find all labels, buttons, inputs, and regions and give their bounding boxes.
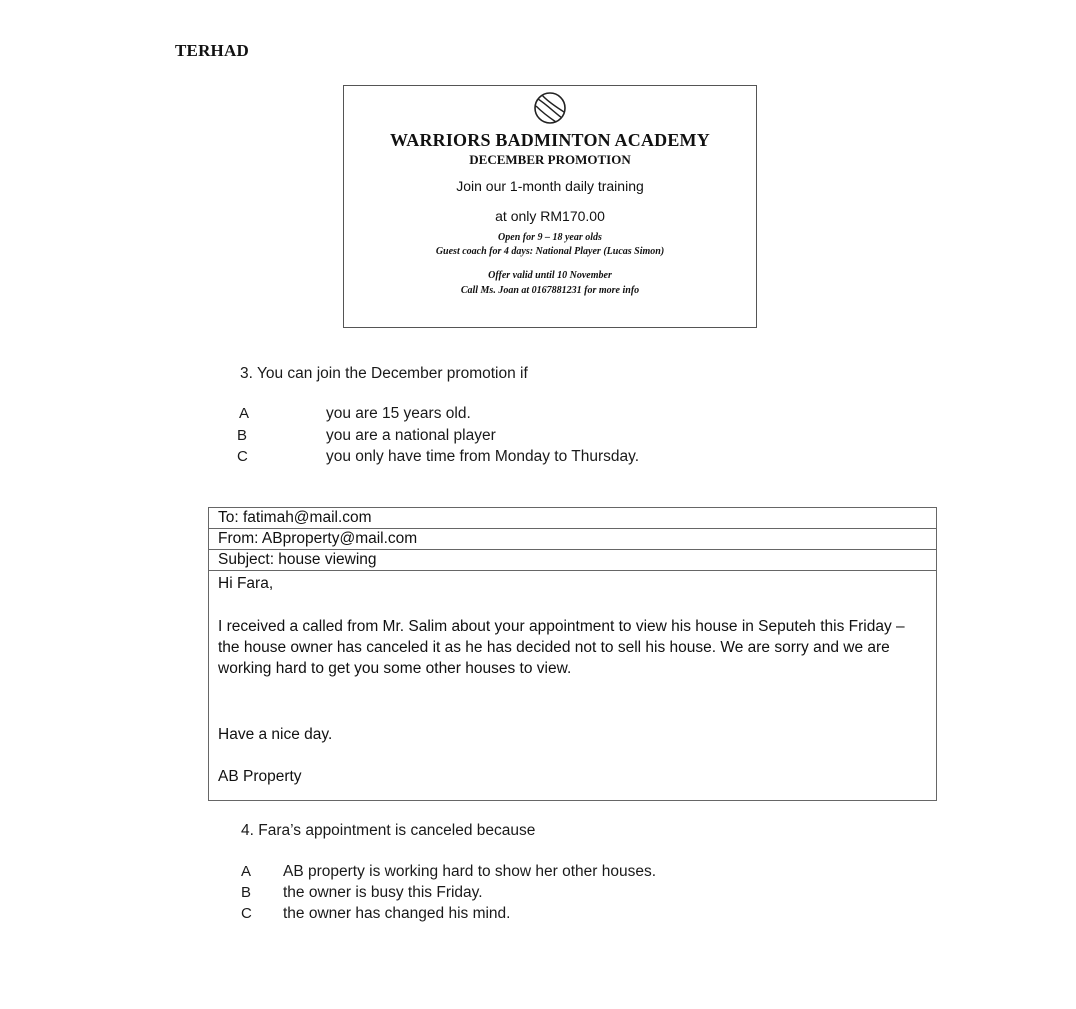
poster-offer-line: Join our 1-month daily training (456, 178, 644, 194)
email-closing: Have a nice day. (218, 726, 333, 743)
poster-detail: Guest coach for 4 days: National Player (Lucas Simon) (435, 246, 665, 257)
email-box (208, 507, 937, 801)
question-3-option-text: you only have time from Monday to Thursday. (326, 448, 640, 465)
email-greeting: Hi Fara, (218, 575, 274, 592)
question-4-option-text: the owner is busy this Friday. (283, 884, 483, 901)
question-4-option-text: AB property is working hard to show her other houses. (283, 863, 657, 880)
badminton-ball-icon (530, 90, 570, 126)
email-signature: AB Property (218, 768, 302, 785)
email-message: I received a called from Mr. Salim about your appointment to view his house in Seputeh this Friday – the house owner has canceled it as he has decided not to sell his house. We are sorry and we are working hard to get you some other houses to view. (218, 618, 905, 677)
question-3-text: 3. You can join the December promotion if (240, 365, 528, 382)
question-3-option-letter: A (239, 405, 250, 422)
promotion-poster (343, 85, 757, 328)
question-3-option-text: you are a national player (326, 427, 496, 444)
question-3-option-letter: C (237, 448, 248, 465)
question-3-option-letter: B (237, 427, 248, 444)
question-4-text: 4. Fara’s appointment is canceled because (241, 822, 536, 839)
question-4-option-letter: C (241, 905, 252, 922)
email-to: To: fatimah@mail.com (209, 508, 936, 529)
poster-price-line: at only RM170.00 (495, 208, 605, 224)
email-from: From: ABproperty@mail.com (209, 529, 936, 550)
question-4-option-letter: B (241, 884, 252, 901)
email-subject: Subject: house viewing (209, 550, 936, 571)
classification-label: TERHAD (175, 41, 249, 60)
poster-detail: Offer valid until 10 November (488, 270, 612, 281)
question-4-option-letter: A (241, 863, 252, 880)
poster-subtitle: DECEMBER PROMOTION (469, 152, 631, 167)
poster-title: WARRIORS BADMINTON ACADEMY (390, 130, 710, 150)
poster-detail: Call Ms. Joan at 0167881231 for more info (460, 285, 640, 296)
question-4-option-text: the owner has changed his mind. (283, 905, 511, 922)
poster-detail: Open for 9 – 18 year olds (498, 232, 602, 243)
question-3-option-text: you are 15 years old. (326, 405, 471, 422)
